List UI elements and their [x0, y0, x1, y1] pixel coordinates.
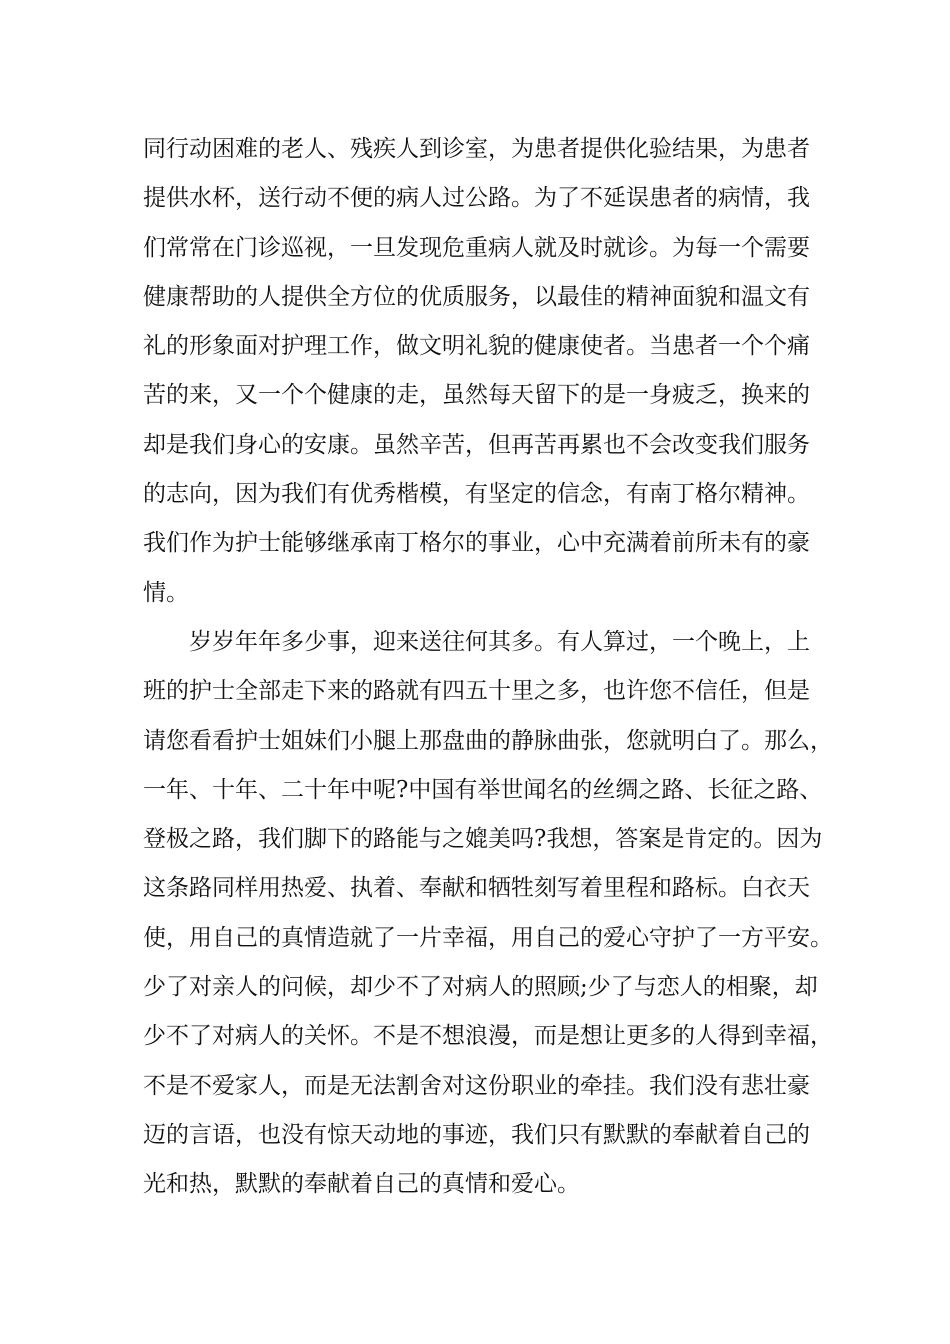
paragraph-line: 迈的言语，也没有惊天动地的事迹，我们只有默默的奉献着自己的	[143, 1121, 810, 1148]
paragraph-2	[143, 618, 833, 1210]
paragraph-line: 健康帮助的人提供全方位的优质服务，以最佳的精神面貌和温文有	[143, 283, 810, 310]
paragraph-line: 请您看看护士姐妹们小腿上那盘曲的静脉曲张，您就明白了。那么，	[143, 727, 833, 754]
paragraph-line: 岁岁年年多少事，迎来送往何其多。有人算过，一个晚上，上	[189, 628, 810, 655]
paragraph-line: 同行动困难的老人、残疾人到诊室，为患者提供化验结果，为患者	[143, 136, 810, 162]
paragraph-line: 我们作为护士能够继承南丁格尔的事业，心中充满着前所未有的豪	[143, 530, 810, 557]
paragraph-line: 的志向，因为我们有优秀楷模，有坚定的信念，有南丁格尔精神。	[143, 481, 810, 508]
paragraph-line: 这条路同样用热爱、执着、奉献和牺牲刻写着里程和路标。白衣天	[143, 875, 810, 902]
paragraph-line: 苦的来，又一个个健康的走，虽然每天留下的是一身疲乏，换来的	[143, 382, 810, 409]
paragraph-line: 光和热，默默的奉献着自己的真情和爱心。	[143, 1171, 580, 1198]
paragraph-line: 们常常在门诊巡视，一旦发现危重病人就及时就诊。为每一个需要	[143, 234, 810, 261]
paragraph-line: 登极之路，我们脚下的路能与之媲美吗?我想，答案是肯定的。因为	[143, 826, 823, 853]
paragraph-line: 却是我们身心的安康。虽然辛苦，但再苦再累也不会改变我们服务	[143, 431, 810, 458]
paragraph-line: 少不了对病人的关怀。不是不想浪漫，而是想让更多的人得到幸福，	[143, 1023, 833, 1050]
paragraph-line: 使，用自己的真情造就了一片幸福，用自己的爱心守护了一方平安。	[143, 924, 833, 951]
paragraph-line: 不是不爱家人，而是无法割舍对这份职业的牵挂。我们没有悲壮豪	[143, 1072, 810, 1099]
document-page	[143, 125, 833, 1210]
paragraph-line: 一年、十年、二十年中呢?中国有举世闻名的丝绸之路、长征之路、	[143, 776, 823, 803]
paragraph-line: 少了对亲人的问候，却少不了对病人的照顾;少了与恋人的相聚，却	[143, 974, 818, 1001]
paragraph-line: 礼的形象面对护理工作，做文明礼貌的健康使者。当患者一个个痛	[143, 333, 810, 360]
paragraph-1	[143, 125, 823, 618]
paragraph-line: 情。	[143, 579, 189, 606]
paragraph-line: 提供水杯，送行动不便的病人过公路。为了不延误患者的病情，我	[143, 185, 810, 212]
paragraph-line: 班的护士全部走下来的路就有四五十里之多，也许您不信任，但是	[143, 678, 810, 705]
